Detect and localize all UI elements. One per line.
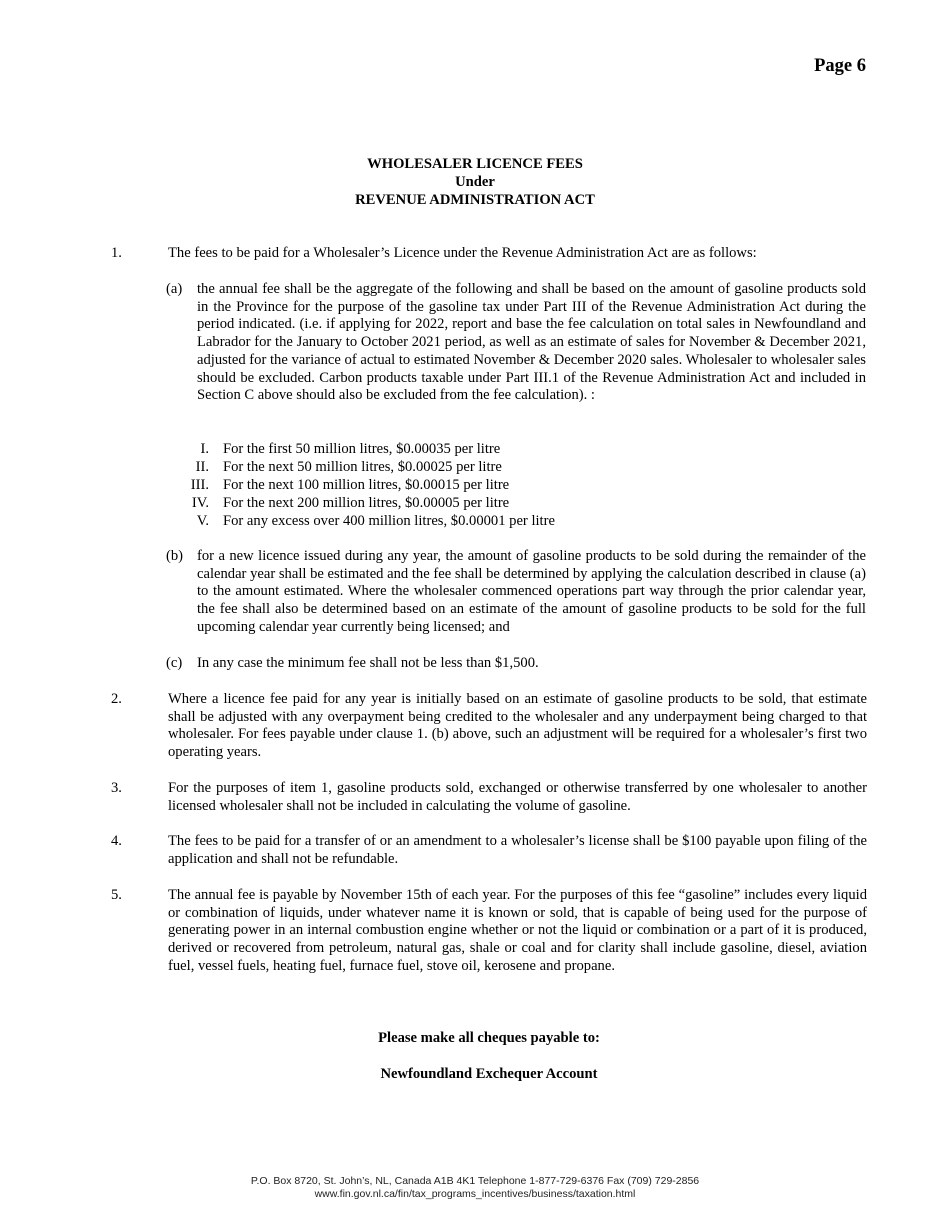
- fee-tier: [185, 477, 685, 495]
- fee-tier-list: [185, 441, 685, 530]
- document-title: [0, 155, 950, 209]
- item-5: [111, 887, 867, 976]
- title-line-1: WHOLESALER LICENCE FEES: [367, 156, 583, 172]
- item-text: For the purposes of item 1, gasoline products sold, exchanged or otherwise transferred by one wholesaler to another licensed wholesaler shall not be included in calculating the volume of gasoline.: [168, 780, 867, 814]
- tier-text: For the first 50 million litres, $0.00035 per litre: [223, 441, 501, 457]
- footer-url: www.fin.gov.nl.ca/fin/tax_programs_incentives/business/taxation.html: [314, 1188, 636, 1200]
- item-1: [111, 245, 867, 263]
- clause-text: In any case the minimum fee shall not be less than $1,500.: [197, 655, 539, 671]
- tier-numeral: I.: [200, 441, 209, 457]
- tier-numeral: IV.: [191, 494, 209, 511]
- clause-b: [166, 548, 866, 637]
- item-number: 1.: [111, 245, 122, 261]
- clause-label: (b): [166, 548, 184, 564]
- tier-text: For the next 200 million litres, $0.00005 per litre: [223, 494, 510, 511]
- clause-c: [166, 655, 866, 673]
- footer: [0, 1175, 950, 1201]
- title-line-3: REVENUE ADMINISTRATION ACT: [355, 192, 595, 208]
- tier-numeral: V.: [196, 512, 209, 529]
- item-2: [111, 691, 867, 762]
- item-text: The fees to be paid for a Wholesaler’s Licence under the Revenue Administration Act are as follows:: [168, 245, 757, 261]
- item-text: The annual fee is payable by November 15th of each year. For the purposes of this fee “gasoline” includes every liquid or combination of liquids, under whatever name it is known or sold, that is capable of being used for the purpose of generating power in an internal combustion engine whether or not the liquid or combination or a part of it is produced, derived or recovered from petroleum, natural gas, shale or coal and for clarity shall include gasoline, diesel, aviation fuel, vessel fuels, heating fuel, furnace fuel, stove oil, kerosene and propane.: [168, 887, 867, 974]
- fee-tier: [185, 441, 685, 459]
- item-number: 4.: [111, 833, 122, 849]
- item-text: Where a licence fee paid for any year is initially based on an estimate of gasoline products to be sold, that estimate shall be adjusted with any overpayment being credited to the wholesaler and any underpayment being charged to that wholesaler. For fees payable under clause 1. (b) above, such an adjustment will be required for a wholesaler’s first two operating years.: [168, 691, 867, 761]
- item-number: 3.: [111, 780, 122, 796]
- item-number: 5.: [111, 887, 122, 903]
- item-text: The fees to be paid for a transfer of or an amendment to a wholesaler’s license shall be $100 payable upon filing of the application and shall not be refundable.: [168, 833, 867, 867]
- tier-text: For any excess over 400 million litres, $0.00001 per litre: [223, 512, 555, 529]
- fee-tier: [185, 459, 685, 477]
- item-4: [111, 833, 867, 868]
- clause-a: [166, 281, 866, 405]
- payable-instruction: Please make all cheques payable to:: [378, 1030, 600, 1046]
- fee-tier: [185, 495, 685, 513]
- clause-label: (a): [166, 281, 183, 297]
- title-line-2: Under: [455, 174, 495, 190]
- tier-text: For the next 100 million litres, $0.00015 per litre: [223, 476, 510, 493]
- tier-text: For the next 50 million litres, $0.00025 per litre: [223, 458, 502, 475]
- clause-label: (c): [166, 655, 183, 671]
- fee-tier: [185, 513, 685, 531]
- clause-text: the annual fee shall be the aggregate of the following and shall be based on the amount of gasoline products sold in the Province for the purpose of the gasoline tax under Part III of the Revenue Administration Act during the period indicated. (i.e. if applying for 2022, report and base the fee calculation on total sales in Newfoundland and Labrador for the January to October 2021 period, as well as an estimate of sales for November & December 2021, adjusted for the variance of actual to estimated November & December 2020 sales. Wholesaler to wholesaler sales should be excluded. Carbon products taxable under Part III.1 of the Revenue Administration Act and included in Section C above should also be excluded from the fee calculation). :: [197, 281, 866, 404]
- item-number: 2.: [111, 691, 122, 707]
- page-number: Page 6: [814, 56, 866, 76]
- tier-numeral: II.: [195, 458, 209, 475]
- footer-address: P.O. Box 8720, St. John’s, NL, Canada A1B 4K1 Telephone 1-877-729-6376 Fax (709) 729-2856: [250, 1175, 700, 1187]
- payable-account: Newfoundland Exchequer Account: [380, 1066, 598, 1082]
- tier-numeral: III.: [190, 476, 209, 493]
- item-3: [111, 780, 867, 815]
- clause-text: for a new licence issued during any year, the amount of gasoline products to be sold during the remainder of the calendar year shall be estimated and the fee shall be determined by applying the calculation described in clause (a) to the amount estimated. Where the wholesaler commenced operations part way through the prior calendar year, the fee shall also be determined based on an estimate of the amount of gasoline products to be sold for the full upcoming calendar year currently being licensed; and: [197, 548, 866, 635]
